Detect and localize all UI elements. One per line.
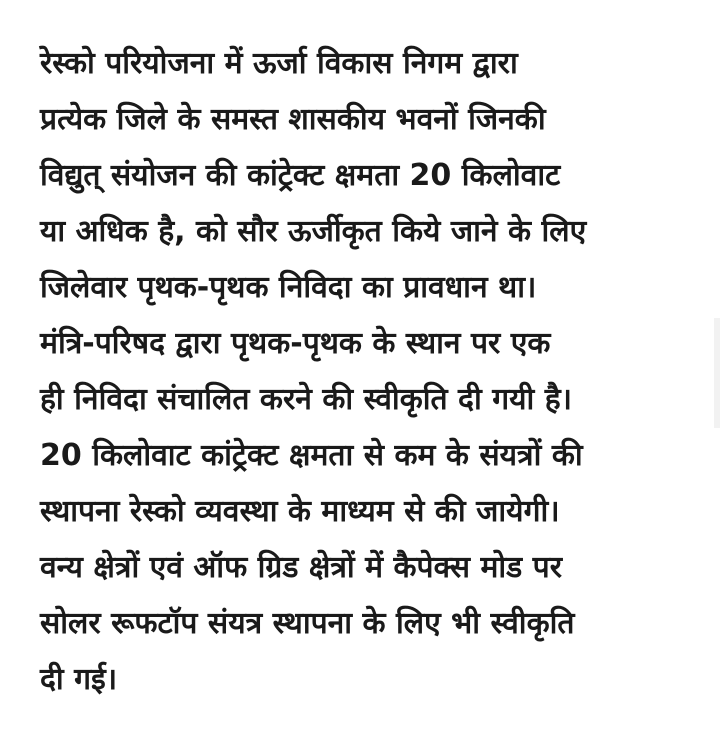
article-text xyxy=(40,36,700,708)
text-line: वन्य क्षेत्रों एवं ऑफ ग्रिड क्षेत्रों में कैपेक्स मोड पर xyxy=(40,550,562,585)
text-line: प्रत्येक जिले के समस्त शासकीय भवनों जिनकी xyxy=(40,102,546,137)
text-line: स्थापना रेस्को व्यवस्था के माध्यम से की जायेगी। xyxy=(40,494,560,529)
text-line: या अधिक है, को सौर ऊर्जीकृत किये जाने के लिए xyxy=(40,214,587,249)
text-line: दी गई। xyxy=(40,662,118,697)
text-line: सोलर रूफटॉप संयत्र स्थापना के लिए भी स्वीकृति xyxy=(40,606,575,641)
text-line: ही निविदा संचालित करने की स्वीकृति दी गयी है। xyxy=(40,382,572,417)
text-line: 20 किलोवाट कांट्रेक्ट क्षमता से कम के संयत्रों की xyxy=(40,438,583,473)
text-line: जिलेवार पृथक-पृथक निविदा का प्रावधान था। xyxy=(40,270,537,305)
scroll-edge xyxy=(714,318,720,428)
text-line: रेस्को परियोजना में ऊर्जा विकास निगम द्वारा xyxy=(40,46,518,81)
text-line: मंत्रि-परिषद द्वारा पृथक-पृथक के स्थान पर एक xyxy=(40,326,551,361)
text-line: विद्युत् संयोजन की कांट्रेक्ट क्षमता 20 किलोवाट xyxy=(40,158,561,193)
